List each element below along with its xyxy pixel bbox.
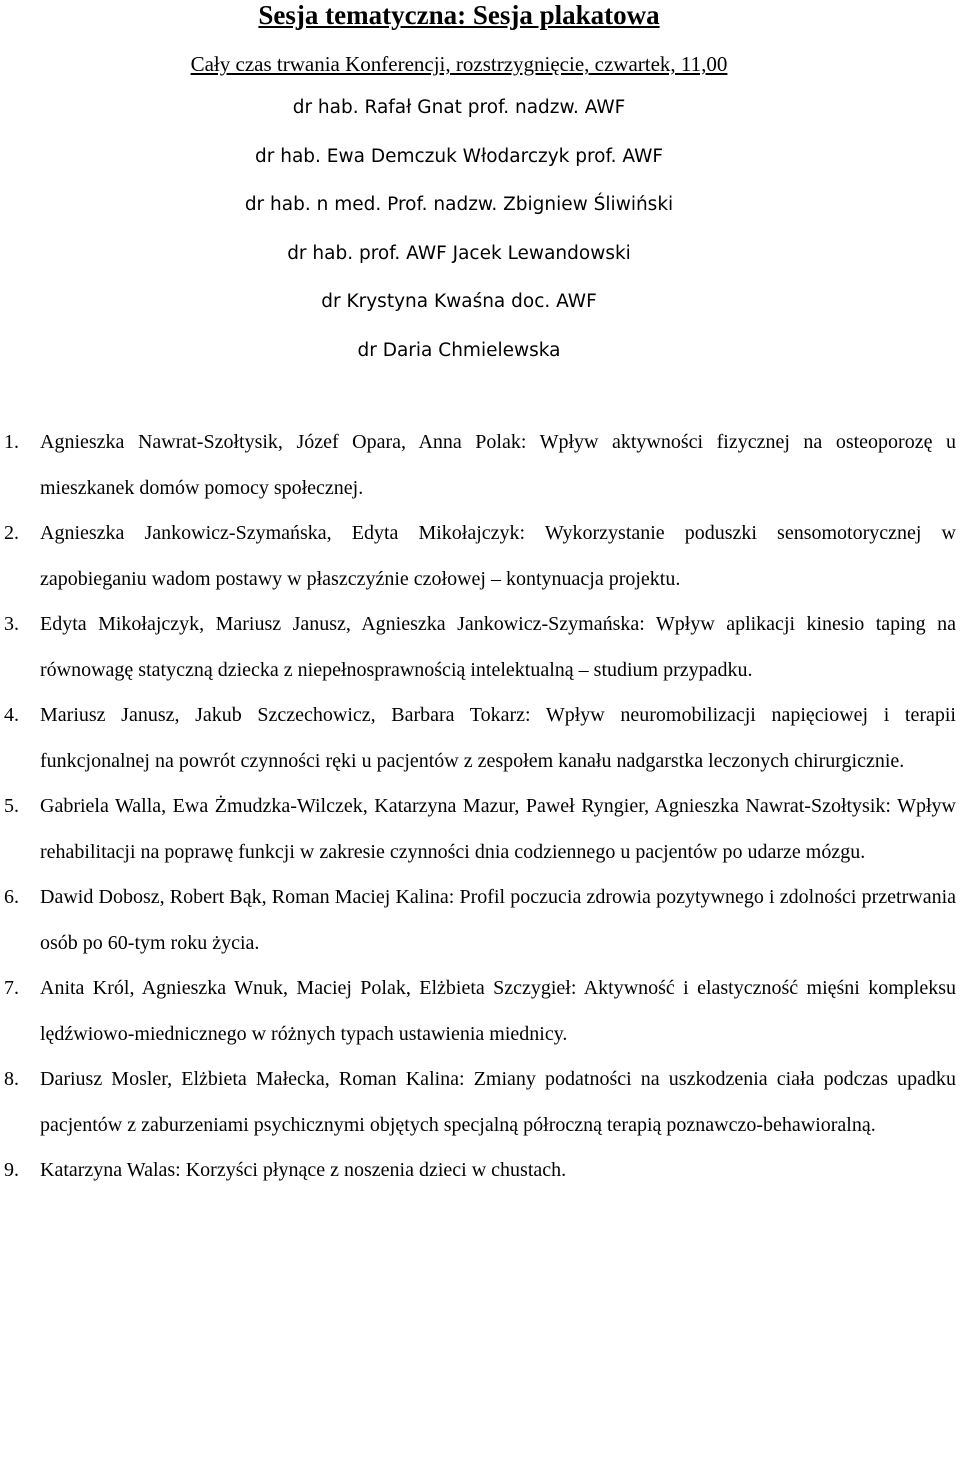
poster-text: Anita Król, Agnieszka Wnuk, Maciej Polak, Elżbieta Szczygieł: Aktywność i elastyczność mięśni kompleksu lędźwiowo-miednicznego w różnych typach ustawienia miednicy. <box>40 977 956 1045</box>
session-chair: dr hab. prof. AWF Jacek Lewandowski <box>287 242 631 264</box>
poster-item <box>0 966 956 1057</box>
poster-number: 8. <box>4 1068 19 1090</box>
poster-list <box>0 420 956 1194</box>
session-chair: dr Krystyna Kwaśna doc. AWF <box>321 291 597 312</box>
poster-text: Agnieszka Nawrat-Szołtysik, Józef Opara, Anna Polak: Wpływ aktywności fizycznej na osteoporozę u mieszkanek domów pomocy społecznej. <box>40 431 956 499</box>
poster-text: Agnieszka Jankowicz-Szymańska, Edyta Mikołajczyk: Wykorzystanie poduszki sensomotorycznej w zapobieganiu wadom postawy w płaszczyźnie czołowej – kontynuacja projektu. <box>40 522 956 590</box>
session-chair: dr hab. Rafał Gnat prof. nadzw. AWF <box>292 97 626 118</box>
poster-number: 9. <box>4 1159 19 1181</box>
poster-item <box>0 693 956 784</box>
poster-text: Dawid Dobosz, Robert Bąk, Roman Maciej Kalina: Profil poczucia zdrowia pozytywnego i zdolności przetrwania osób po 60-tym roku życia. <box>40 886 956 954</box>
poster-number: 4. <box>4 704 19 726</box>
session-chairs-list <box>0 88 918 379</box>
poster-number: 2. <box>4 522 19 544</box>
poster-number: 3. <box>4 613 19 635</box>
session-chair: dr hab. Ewa Demczuk Włodarczyk prof. AWF <box>254 145 664 167</box>
poster-item <box>0 875 956 966</box>
poster-item <box>0 602 956 693</box>
poster-text: Dariusz Mosler, Elżbieta Małecka, Roman Kalina: Zmiany podatności na uszkodzenia ciała podczas upadku pacjentów z zaburzeniami psychicznymi objętych specjalną półroczną terapią poznawczo-behawioralną. <box>40 1068 956 1136</box>
poster-number: 1. <box>4 431 19 453</box>
poster-number: 7. <box>4 977 19 999</box>
poster-number: 5. <box>4 795 19 817</box>
session-title: Sesja tematyczna: Sesja plakatowa <box>258 0 660 30</box>
poster-item <box>0 420 956 511</box>
poster-text: Mariusz Janusz, Jakub Szczechowicz, Barbara Tokarz: Wpływ neuromobilizacji napięciowej i terapii funkcjonalnej na powrót czynności ręki u pacjentów z zespołem kanału nadgarstka leczonych chirurgicznie. <box>40 704 956 772</box>
poster-text: Edyta Mikołajczyk, Mariusz Janusz, Agnieszka Jankowicz-Szymańska: Wpływ aplikacji kinesio taping na równowagę statyczną dziecka z niepełnosprawnością intelektualną – studium przypadku. <box>40 613 956 681</box>
poster-text: Gabriela Walla, Ewa Żmudzka-Wilczek, Katarzyna Mazur, Paweł Ryngier, Agnieszka Nawrat-Szołtysik: Wpływ rehabilitacji na poprawę funkcji w zakresie czynności dnia codziennego u pacjentów po udarze mózgu. <box>40 795 956 863</box>
poster-item <box>0 784 956 875</box>
poster-item <box>0 1148 956 1194</box>
poster-text: Katarzyna Walas: Korzyści płynące z noszenia dzieci w chustach. <box>40 1159 567 1181</box>
session-subtitle: Cały czas trwania Konferencji, rozstrzygnięcie, czwartek, 11,00 <box>190 52 728 76</box>
poster-number: 6. <box>4 886 19 908</box>
poster-item <box>0 1057 956 1148</box>
session-chair: dr Daria Chmielewska <box>357 339 561 361</box>
session-chair: dr hab. n med. Prof. nadzw. Zbigniew Śliwiński <box>244 194 674 215</box>
poster-item <box>0 511 956 602</box>
